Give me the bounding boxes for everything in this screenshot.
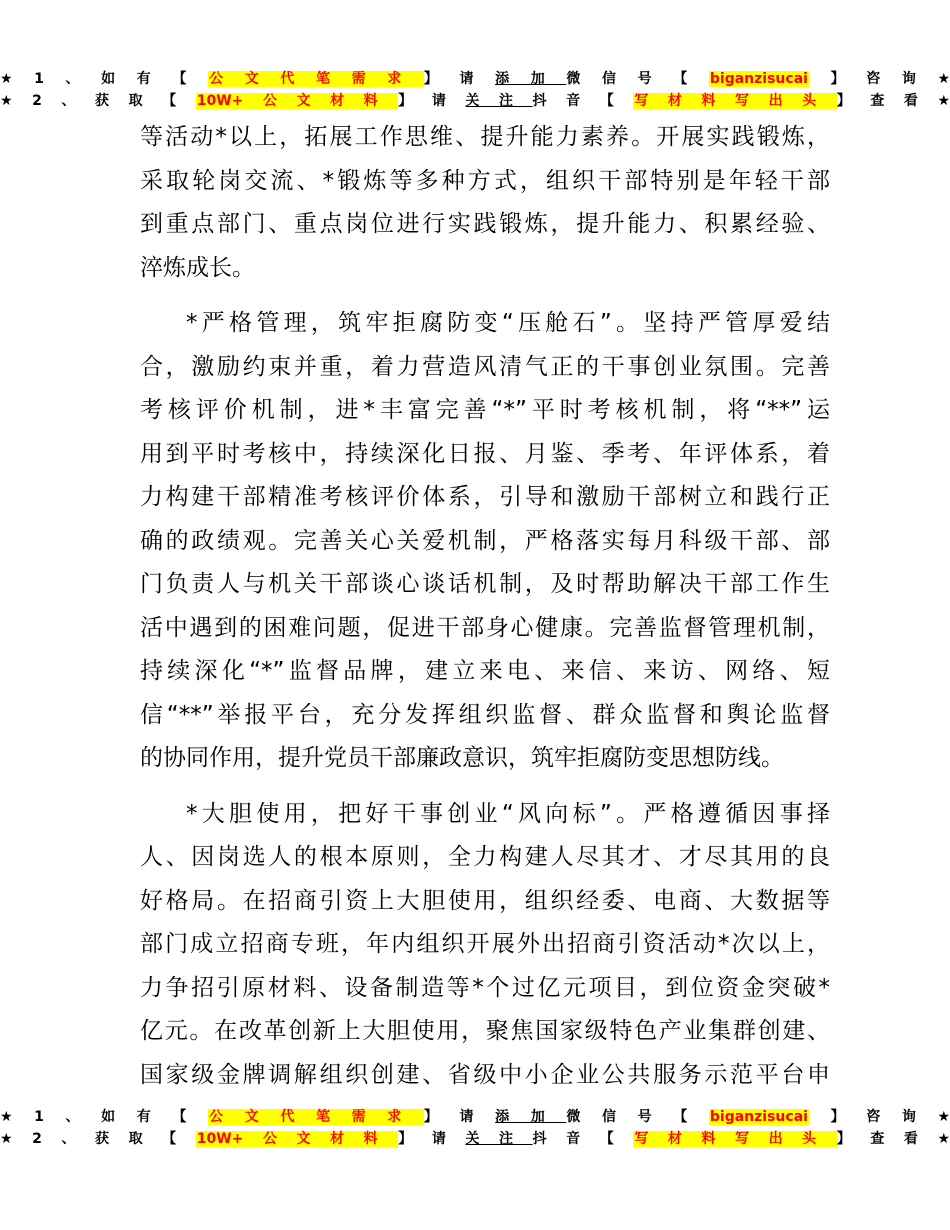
highlight-service: 公文代笔需求 [209,71,423,87]
banner-text: ★2、获取【 [0,1131,196,1147]
text-line: 用到平时考核中，持续深化日报、月鉴、季考、年评体系，着 [140,440,830,467]
highlight-materials: 10W+公文材料 [196,93,398,109]
text-line: 信“**”举报平台，充分发挥组织监督、群众监督和舆论监督 [140,701,830,728]
paragraph-gap [140,290,830,302]
banner-text: 抖音【 [532,1131,634,1147]
text-line: 部门成立招商专班，年内组织开展外出招商引资活动*次以上， [140,931,830,957]
paragraph-2 [140,302,830,781]
text-line: 活中遇到的困难问题，促进干部身心健康。完善监督管理机制， [140,614,830,641]
banner-line-2 [0,1128,950,1150]
banner-text: 抖音【 [532,93,634,109]
paragraph-gap [140,781,830,793]
document-body [140,116,830,1097]
text-line: 持续深化“*”监督品牌，建立来电、来信、来访、网络、短 [140,658,830,684]
banner-underlined-text: 添加 [495,1109,567,1125]
highlight-wechat-id: biganzisucai [709,71,808,87]
text-line: 力争招引原材料、设备制造等*个过亿元项目，到位资金突破* [140,974,830,1001]
banner-text: 】查看★ [836,93,950,109]
highlight-wechat-id: biganzisucai [709,1109,808,1125]
text-line: 合，激励约束并重，着力营造风清气正的干事创业氛围。完善 [140,353,830,380]
text-line: 国家级金牌调解组织创建、省级中小企业公共服务示范平台申 [140,1061,830,1088]
highlight-materials: 10W+公文材料 [196,1131,398,1147]
paragraph-1 [140,116,830,290]
banner-text: ★1、如有【 [0,1109,209,1125]
text-line: 人、因岗选人的根本原则，全力构建人尽其才、才尽其用的良 [140,844,830,870]
banner-text: 】请 [398,1131,466,1147]
banner-text: 微信号【 [566,71,709,87]
text-line: 的协同作用，提升党员干部廉政意识，筑牢拒腐防变思想防线。 [140,745,784,771]
text-line: 确的政绩观。完善关心关爱机制，严格落实每月科级干部、部 [140,527,830,554]
banner-text: 微信号【 [566,1109,709,1125]
banner-text: 】请 [423,1109,496,1125]
text-line: 亿元。在改革创新上大胆使用，聚焦国家级特色产业集群创建、 [140,1018,830,1044]
banner-underlined-text: 关注 [465,93,533,109]
text-line: 好格局。在招商引资上大胆使用，组织经委、电商、大数据等 [140,887,830,914]
banner-text: 】请 [398,93,466,109]
bottom-banner [0,1106,950,1150]
text-line: 淬炼成长。 [140,254,255,281]
highlight-service: 公文代笔需求 [209,1109,423,1125]
top-banner [0,68,950,112]
paragraph-3 [140,793,830,1098]
banner-text: 】查看★ [836,1131,950,1147]
text-line: 考核评价机制，进*丰富完善“*”平时考核机制，将“**”运 [140,397,830,423]
banner-text: 】咨询★ [808,1109,950,1125]
text-line: *严格管理，筑牢拒腐防变“压舱石”。坚持严管厚爱结 [186,310,830,336]
text-line: 到重点部门、重点岗位进行实践锻炼，提升能力、积累经验、 [140,211,830,237]
banner-text: 】请 [423,71,496,87]
text-line: 力构建干部精准考核评价体系，引导和激励干部树立和践行正 [140,484,830,510]
banner-underlined-text: 添加 [495,71,567,87]
text-line: 门负责人与机关干部谈心谈话机制，及时帮助解决干部工作生 [140,571,830,597]
banner-line-2 [0,90,950,112]
banner-text: 】咨询★ [808,71,950,87]
text-line: 采取轮岗交流、*锻炼等多种方式，组织干部特别是年轻干部 [140,167,830,194]
highlight-douyin-account: 写材料写出头 [634,1131,836,1147]
banner-text: ★2、获取【 [0,93,196,109]
text-line: *大胆使用，把好干事创业“风向标”。严格遵循因事择 [186,800,830,827]
banner-line-1 [0,68,950,90]
text-line: 等活动*以上，拓展工作思维、提升能力素养。开展实践锻炼， [140,124,830,150]
highlight-douyin-account: 写材料写出头 [634,93,836,109]
banner-underlined-text: 关注 [465,1131,533,1147]
banner-text: ★1、如有【 [0,71,209,87]
banner-line-1 [0,1106,950,1128]
